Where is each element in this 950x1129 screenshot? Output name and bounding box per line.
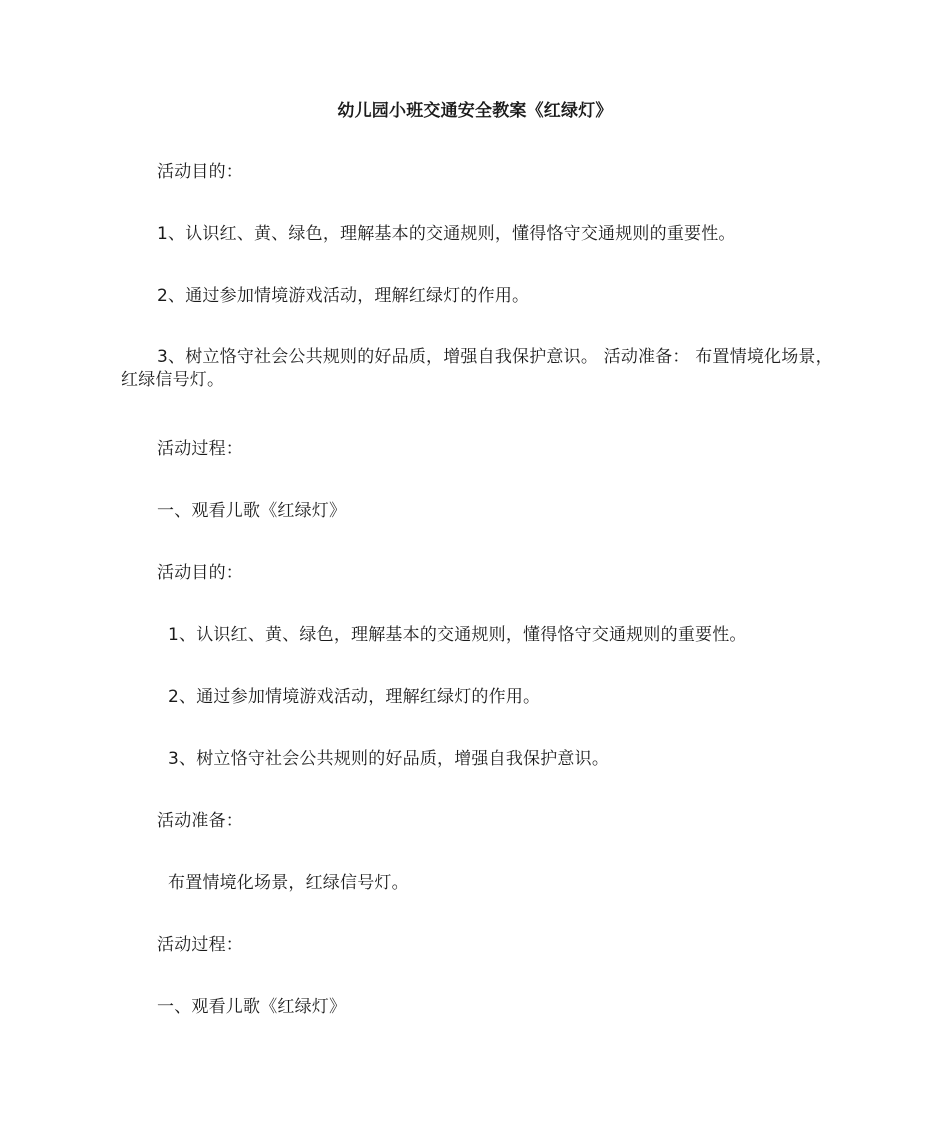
document-title: 幼儿园小班交通安全教案《红绿灯》 — [337, 101, 613, 121]
paragraph-activity-goal-heading: 活动目的： — [157, 162, 243, 182]
paragraph-goal-3-and-preparation: 3、树立恪守社会公共规则的好品质，增强自我保护意识。 活动准备： 布置情境化场景，红绿信号灯。 — [121, 347, 833, 390]
paragraph-activity-process-heading-2: 活动过程： — [157, 935, 243, 955]
paragraph-watch-song: 一、观看儿歌《红绿灯》 — [157, 501, 347, 521]
paragraph-goal-2-repeat: 2、通过参加情境游戏活动，理解红绿灯的作用。 — [168, 687, 541, 707]
paragraph-goal-1: 1、认识红、黄、绿色，理解基本的交通规则，懂得恪守交通规则的重要性。 — [157, 224, 736, 244]
paragraph-activity-goal-heading-2: 活动目的： — [157, 563, 243, 583]
paragraph-goal-3-repeat: 3、树立恪守社会公共规则的好品质，增强自我保护意识。 — [168, 749, 610, 769]
paragraph-goal-2: 2、通过参加情境游戏活动，理解红绿灯的作用。 — [157, 286, 530, 306]
paragraph-watch-song-2: 一、观看儿歌《红绿灯》 — [157, 997, 347, 1017]
paragraph-preparation-heading: 活动准备： — [157, 811, 243, 831]
paragraph-preparation-content: 布置情境化场景，红绿信号灯。 — [168, 873, 409, 893]
paragraph-activity-process-heading: 活动过程： — [157, 439, 243, 459]
paragraph-goal-1-repeat: 1、认识红、黄、绿色，理解基本的交通规则，懂得恪守交通规则的重要性。 — [168, 625, 747, 645]
